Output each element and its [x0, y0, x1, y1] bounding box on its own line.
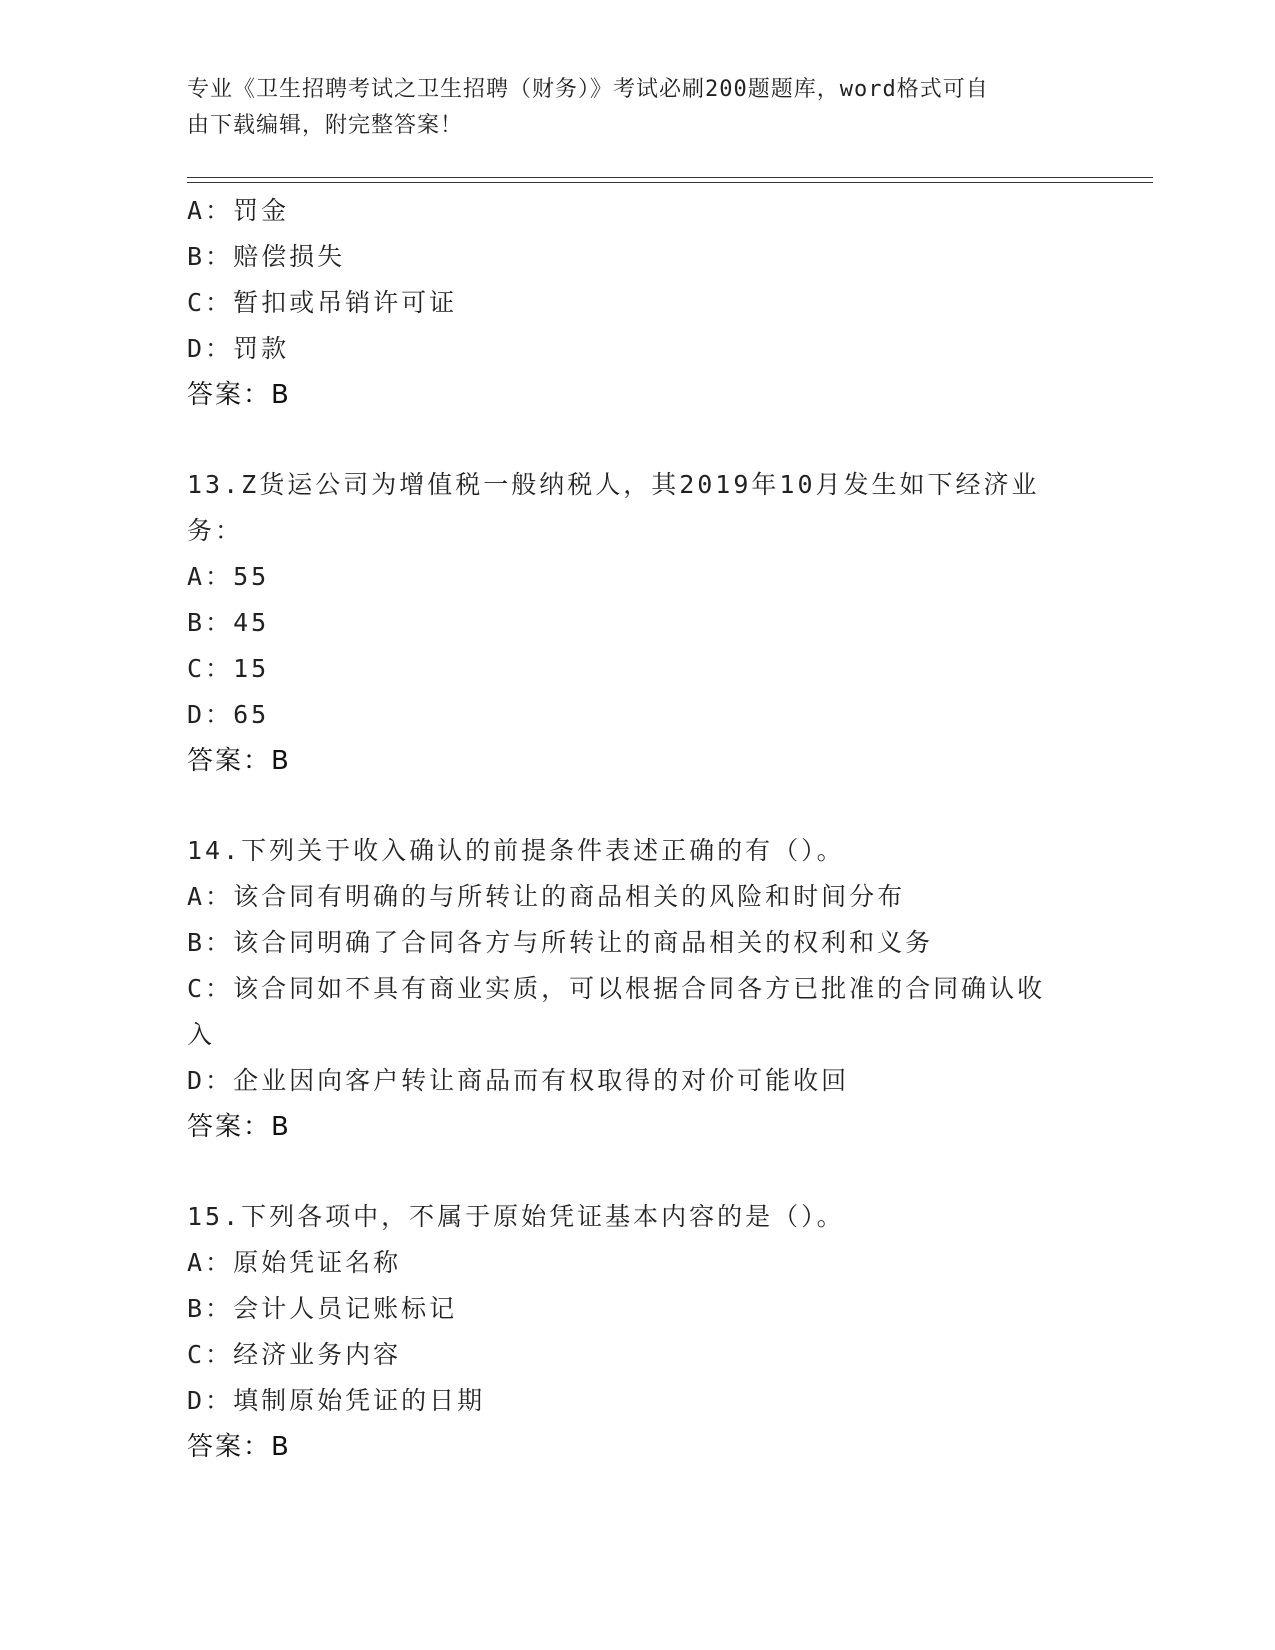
option-a: A：该合同有明确的与所转让的商品相关的风险和时间分布	[187, 882, 906, 911]
question-spacer	[187, 784, 1087, 828]
question-14	[187, 828, 1087, 1150]
header-line-1: 专业《卫生招聘考试之卫生招聘（财务）》考试必刷200题题库，word格式可自	[187, 77, 989, 102]
option-c: C：暂扣或吊销许可证	[187, 288, 458, 317]
question-stem: 14.下列关于收入确认的前提条件表述正确的有（）。	[187, 836, 845, 865]
question-12	[187, 188, 1087, 418]
option-c-continued: 入	[187, 1020, 216, 1049]
question-spacer	[187, 1150, 1087, 1194]
question-13	[187, 462, 1087, 784]
option-d: D：填制原始凭证的日期	[187, 1386, 486, 1415]
option-b: B：45	[187, 608, 270, 637]
question-list	[187, 188, 1087, 1470]
answer-line: 答案：B	[187, 746, 291, 776]
header-divider-top	[187, 177, 1153, 178]
option-d: D：罚款	[187, 334, 290, 363]
header-line-2: 由下载编辑，附完整答案！	[187, 113, 464, 138]
option-d: D：65	[187, 700, 270, 729]
option-a: A：55	[187, 562, 270, 591]
question-stem: 13.Z货运公司为增值税一般纳税人，其2019年10月发生如下经济业	[187, 470, 1040, 499]
answer-line: 答案：B	[187, 380, 291, 410]
document-header	[187, 72, 1067, 144]
option-c: C：15	[187, 654, 270, 683]
question-stem-continued: 务：	[187, 516, 244, 545]
option-c: C：该合同如不具有商业实质，可以根据合同各方已批准的合同确认收	[187, 974, 1046, 1003]
option-b: B：赔偿损失	[187, 242, 346, 271]
option-c: C：经济业务内容	[187, 1340, 402, 1369]
answer-line: 答案：B	[187, 1432, 291, 1462]
answer-line: 答案：B	[187, 1112, 291, 1142]
option-a: A：罚金	[187, 196, 290, 225]
question-15	[187, 1194, 1087, 1470]
header-divider-bottom	[187, 182, 1153, 183]
question-stem: 15.下列各项中，不属于原始凭证基本内容的是（）。	[187, 1202, 845, 1231]
question-spacer	[187, 418, 1087, 462]
option-a: A：原始凭证名称	[187, 1248, 402, 1277]
option-b: B：会计人员记账标记	[187, 1294, 458, 1323]
option-d: D：企业因向客户转让商品而有权取得的对价可能收回	[187, 1066, 850, 1095]
option-b: B：该合同明确了合同各方与所转让的商品相关的权利和义务	[187, 928, 934, 957]
